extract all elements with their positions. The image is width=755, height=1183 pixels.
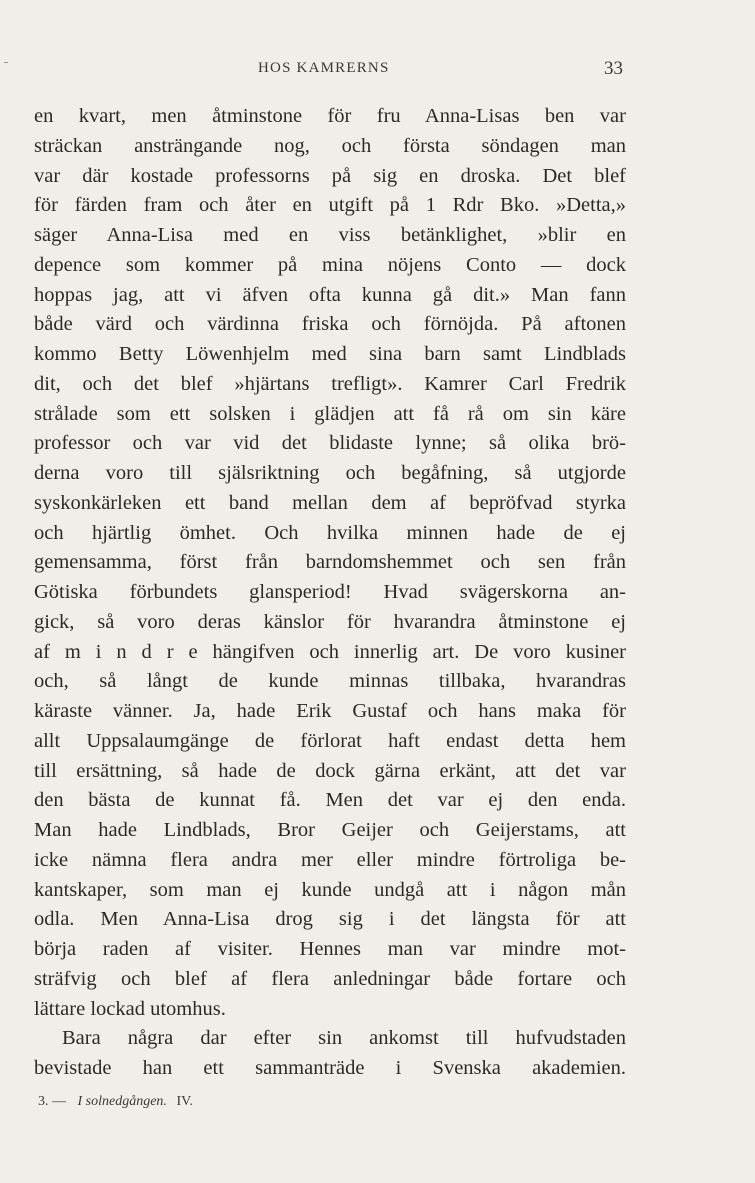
signature-number: 3. — [38, 1094, 66, 1109]
running-head [0, 58, 755, 82]
text-line: säger Anna-Lisa med en viss betänklighet, »blir en [34, 224, 626, 246]
text-line: gick, så voro deras känslor för hvarandra åtminstone ej [34, 610, 626, 633]
text-line: och hjärtlig ömhet. Och hvilka minnen hade de ej [34, 521, 626, 544]
text-line: den bästa de kunnat få. Men det var ej den enda. [34, 789, 626, 812]
text-line: för färden fram och åter en utgift på 1 Rdr Bko. »Detta,» [34, 194, 626, 217]
text-line: odla. Men Anna-Lisa drog sig i det längsta för att [34, 908, 626, 931]
text-line: börja raden af visiter. Hennes man var mindre mot- [34, 938, 626, 960]
signature-footer [38, 1094, 193, 1110]
body-text [34, 102, 626, 1084]
text-line: till ersättning, så hade de dock gärna erkänt, att det var [34, 759, 626, 782]
text-line: en kvart, men åtminstone för fru Anna-Lisas ben var [34, 105, 626, 127]
text-line: professor och var vid det blidaste lynne; så olika brö- [34, 432, 626, 455]
text-line: var där kostade professorns på sig en droska. Det blef [34, 164, 626, 187]
text-line: syskonkärleken ett band mellan dem af bepröfvad styrka [34, 491, 626, 514]
text-line: dit, och det blef »hjärtans trefligt». Kamrer Carl Fredrik [34, 372, 626, 395]
paragraph-end-line: lättare lockad utomhus. [34, 997, 226, 1020]
text-line: både värd och värdinna friska och förnöjda. På aftonen [34, 313, 626, 336]
text-line: och, så långt de kunde minnas tillbaka, hvarandras [34, 670, 626, 693]
text-line: af m i n d r e hängifven och innerlig art. De voro kusiner [34, 640, 626, 663]
text-line: Man hade Lindblads, Bror Geijer och Geijerstams, att [34, 819, 626, 841]
text-line: bevistade han ett sammanträde i Svenska akademien. [34, 1057, 626, 1079]
text-line: strålade som ett solsken i glädjen att få rå om sin käre [34, 402, 626, 425]
text-line: Götiska förbundets glansperiod! Hvad svägerskorna an- [34, 581, 626, 603]
signature-volume: IV. [176, 1094, 193, 1109]
text-line: sträfvig och blef af flera anledningar både fortare och [34, 967, 626, 990]
text-line: käraste vänner. Ja, hade Erik Gustaf och hans maka för [34, 700, 626, 722]
text-line: depence som kommer på mina nöjens Conto — dock [34, 253, 626, 276]
text-line: kantskaper, som man ej kunde undgå att i någon mån [34, 878, 626, 901]
running-title: HOS KAMRERNS [258, 60, 390, 76]
page-number: 33 [604, 58, 623, 79]
text-line: kommo Betty Löwenhjelm med sina barn samt Lindblads [34, 343, 626, 365]
text-line: sträckan ansträngande nog, och första söndagen man [34, 134, 626, 157]
text-line: derna voro till själsriktning och begåfning, så utgjorde [34, 462, 626, 484]
text-line: gemensamma, först från barndomshemmet och sen från [34, 551, 626, 574]
text-line: hoppas jag, att vi äfven ofta kunna gå dit.» Man fann [34, 283, 626, 306]
signature-title: I solnedgången. [77, 1094, 167, 1109]
paragraph-start-line: Bara några dar efter sin ankomst till hufvudstaden [62, 1027, 626, 1050]
text-line: icke nämna flera andra mer eller mindre förtroliga be- [34, 848, 626, 871]
text-line: allt Uppsalaumgänge de förlorat haft endast detta hem [34, 729, 626, 752]
